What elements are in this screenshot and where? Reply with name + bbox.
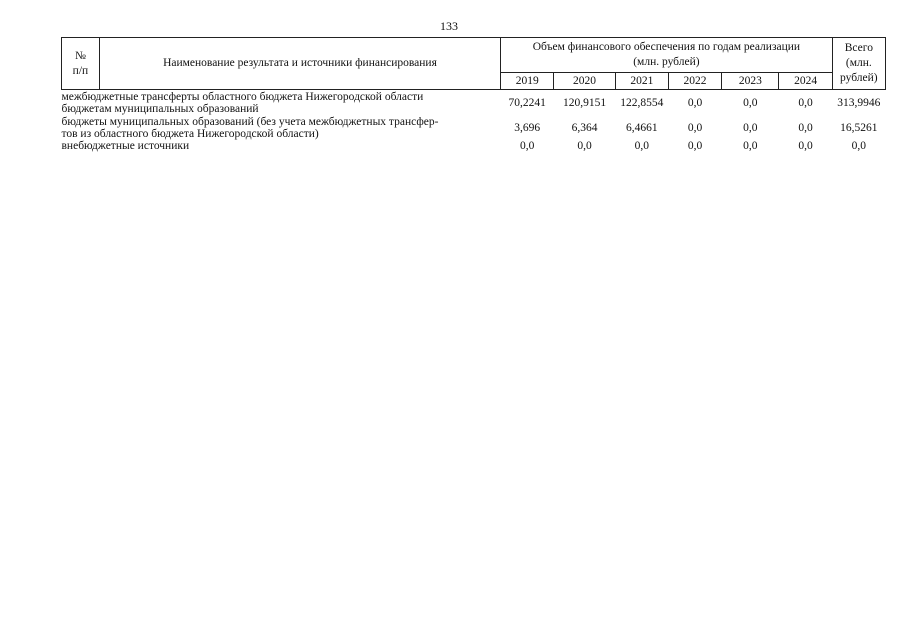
header-year-2023: 2023: [722, 73, 779, 90]
financing-table: [61, 37, 886, 152]
row-value-2023: 0,0: [743, 96, 758, 109]
row-value-2020: 120,9151: [562, 96, 607, 109]
row-name-line2: бюджетам муниципальных образований: [61, 103, 259, 115]
row-value-2024: 0,0: [798, 96, 813, 109]
row-value-2022: 0,0: [687, 140, 703, 152]
table-row: [62, 140, 886, 152]
row-value-2019: 3,696: [514, 121, 541, 134]
row-name: [62, 140, 501, 152]
row-value-2022: 0,0: [687, 121, 703, 134]
row-value-2019: 0,0: [520, 140, 535, 152]
header-volume-line1: Объем финансового обеспечения по годам реализации: [532, 41, 801, 53]
row-value-2024: 0,0: [798, 121, 813, 134]
header-total-line1: Всего: [844, 42, 873, 54]
table-row: [62, 115, 886, 140]
header-total: [832, 38, 885, 90]
row-value-2020: 0,0: [577, 140, 592, 152]
header-volume: [501, 38, 833, 73]
row-total: 313,9946: [837, 96, 881, 109]
page-number: 133: [440, 19, 458, 33]
header-number-line1: №: [74, 49, 86, 62]
row-name: [62, 115, 501, 140]
header-row-group: [62, 38, 886, 73]
header-year-2022: 2022: [668, 73, 721, 90]
row-name-line1: бюджеты муниципальных образований (без учета межбюджетных трансфер-: [61, 116, 439, 128]
header-year-2021: 2021: [615, 73, 668, 90]
header-total-line2: (млн.: [845, 57, 872, 69]
header-number-line2: п/п: [72, 64, 89, 77]
header-number: [62, 38, 100, 90]
financing-table-wrapper: [61, 37, 886, 152]
row-name: [62, 90, 501, 116]
row-value-2024: 0,0: [798, 140, 813, 152]
header-year-2019: 2019: [501, 73, 554, 90]
row-value-2023: 0,0: [743, 121, 758, 134]
row-value-2020: 6,364: [571, 121, 598, 134]
row-name-line1: межбюджетные трансферты областного бюджета Нижегородской области: [61, 91, 424, 103]
row-name-line2: тов из областного бюджета Нижегородской области): [61, 128, 319, 140]
row-value-2023: 0,0: [743, 140, 758, 152]
header-year-2020: 2020: [554, 73, 615, 90]
row-name-line1: внебюджетные источники: [61, 140, 190, 152]
header-name: Наименование результата и источники финансирования: [99, 38, 500, 90]
row-value-2019: 70,2241: [508, 96, 546, 109]
header-volume-line2: (млн. рублей): [633, 56, 700, 68]
table-row: [62, 90, 886, 116]
row-value-2021: 6,4661: [626, 121, 658, 134]
row-value-2021: 122,8554: [620, 96, 664, 109]
row-value-2021: 0,0: [634, 140, 650, 152]
header-year-2024: 2024: [779, 73, 832, 90]
row-total: 16,5261: [840, 121, 878, 134]
header-total-line3: рублей): [840, 72, 878, 84]
row-value-2022: 0,0: [687, 96, 703, 109]
row-total: 0,0: [851, 140, 867, 152]
